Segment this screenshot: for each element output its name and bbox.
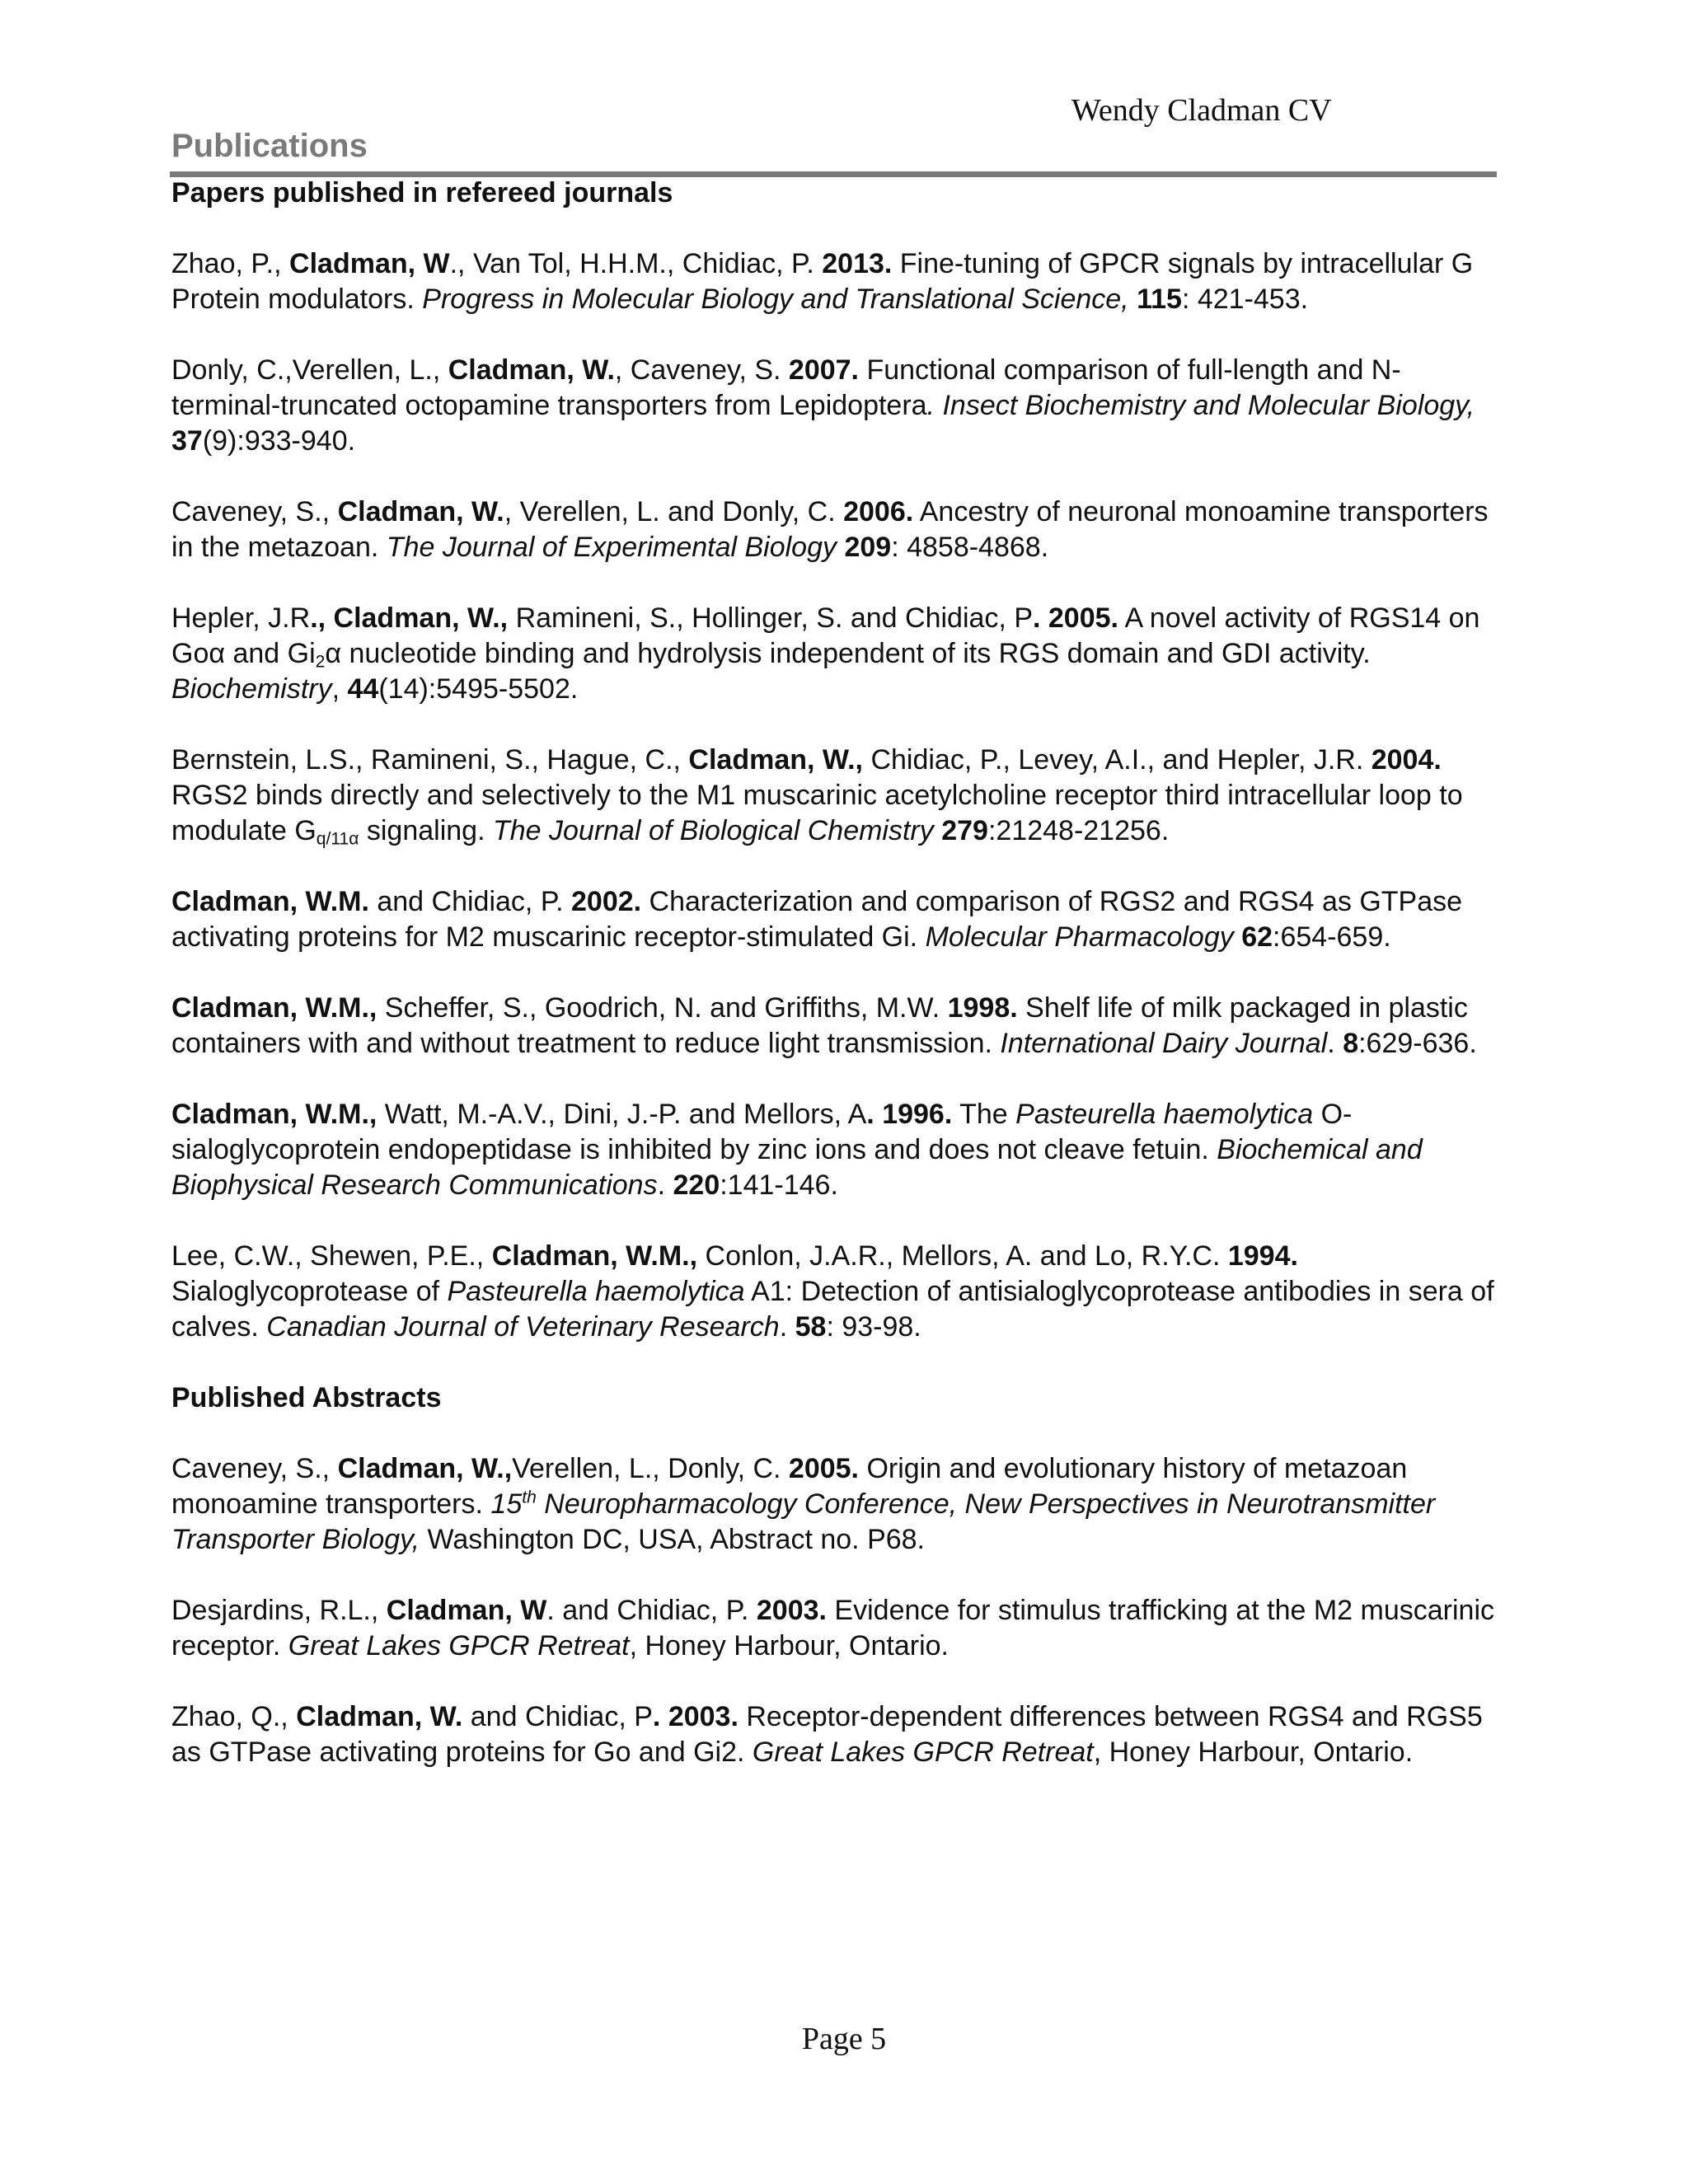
citation-text: Evidence for stimulus trafficking at the M2 muscarinic receptor. <box>171 1595 1495 1661</box>
citation-text: Cladman, W. <box>448 354 615 386</box>
citation-text: Caveney, S., <box>171 496 338 527</box>
citation-text: . 1996. <box>866 1099 953 1130</box>
citation-text: 15 <box>490 1488 523 1520</box>
cv-header-name: Wendy Cladman CV <box>1071 93 1332 128</box>
citation-text: α nucleotide binding and hydrolysis independent of its RGS domain and GDI activity. <box>325 638 1371 669</box>
citation-text: 2006. <box>843 496 914 527</box>
citation-text: Biochemistry <box>171 673 332 705</box>
citation-text: Great Lakes GPCR Retreat <box>752 1736 1094 1768</box>
citation-entry <box>171 991 1498 1062</box>
citation-text: 220 <box>673 1169 720 1201</box>
citation-text: 2004. <box>1371 744 1442 776</box>
citation-text: Washington DC, USA, Abstract no. P68. <box>420 1524 926 1555</box>
citation-entry <box>171 494 1498 565</box>
citation-text: Donly, C.,Verellen, L., <box>171 354 448 386</box>
citation-text: Cladman, W.M., <box>171 992 377 1024</box>
citation-text: A1: Detection of antisialoglycoprotease antibodies in sera of calves. <box>171 1276 1494 1343</box>
citation-text: 209 <box>844 532 892 563</box>
citation-text: Cladman, W <box>289 248 450 279</box>
citation-text: ., Van Tol, H.H.M., Chidiac, P. <box>449 248 823 279</box>
citation-text: q/11α <box>316 829 359 849</box>
citation-text: , Honey Harbour, Ontario. <box>1093 1736 1414 1768</box>
citation-text: . <box>657 1169 673 1201</box>
citation-text: 8 <box>1343 1028 1359 1059</box>
citation-text: Verellen, L., Donly, C. <box>512 1453 789 1484</box>
citation-text: :141-146. <box>720 1169 838 1201</box>
citation-text: Sialoglycoprotease of <box>171 1276 448 1307</box>
citation-text: . and Chidiac, P. <box>546 1595 757 1626</box>
citation-text: Characterization and comparison of RGS2 and RGS4 as GTPase activating proteins for M2 muscarinic receptor-stimulated Gi. <box>171 886 1463 953</box>
citation-text: : 93-98. <box>826 1311 921 1343</box>
citation-entry <box>171 743 1498 849</box>
citation-text: th <box>522 1488 537 1507</box>
citation-text: Lee, C.W., Shewen, P.E., <box>171 1240 492 1272</box>
citation-text: (14):5495-5502. <box>378 673 579 705</box>
citation-text: 279 <box>941 815 988 846</box>
citation-text: 2003. <box>756 1595 827 1626</box>
citation-text: RGS2 binds directly and selectively to the M1 muscarinic acetylcholine receptor third intracellular loop to modulate G <box>171 780 1463 846</box>
citation-entry <box>171 1239 1498 1345</box>
citation-text: Ramineni, S., Hollinger, S. and Chidiac, P <box>508 602 1033 634</box>
citation-text: , Verellen, L. and Donly, C. <box>504 496 844 527</box>
citation-text: Pasteurella haemolytica <box>1015 1099 1314 1130</box>
refereed-list <box>171 246 1498 1345</box>
citation-text: . <box>779 1311 795 1343</box>
citation-text: 2 <box>315 652 326 672</box>
citation-entry <box>171 1451 1498 1558</box>
citation-text: Cladman, W.M. <box>171 886 369 917</box>
citation-text: Hepler, J.R <box>171 602 311 634</box>
citation-text: Watt, M.-A.V., Dini, J.-P. and Mellors, A <box>377 1099 867 1130</box>
citation-text: and Chidiac, P <box>462 1701 653 1732</box>
citation-text: Cladman, W.M., <box>171 1099 377 1130</box>
citation-text: The Journal of Biological Chemistry <box>492 815 934 846</box>
citation-text: Scheffer, S., Goodrich, N. and Griffiths, M.W. <box>377 992 948 1024</box>
citation-text <box>1234 921 1241 953</box>
citation-entry <box>171 884 1498 955</box>
citation-text: Fine-tuning of GPCR signals by intracellular G Protein modulators. <box>171 248 1474 315</box>
publications-content <box>171 176 1498 1770</box>
citation-text: Zhao, Q., <box>171 1701 297 1732</box>
citation-text: 62 <box>1241 921 1273 953</box>
citation-text: Progress in Molecular Biology and Translational Science, <box>422 284 1129 315</box>
citation-text: The <box>952 1099 1016 1130</box>
citation-text: 37 <box>171 425 203 457</box>
citation-text: A novel activity of RGS14 on Goα and Gi <box>171 602 1480 669</box>
citation-text: O-sialoglycoprotein endopeptidase is inhibited by zinc ions and does not cleave fetuin. <box>171 1099 1353 1165</box>
citation-text: Biochemical and Biophysical Research Communications <box>171 1134 1423 1201</box>
citation-text: Great Lakes GPCR Retreat <box>288 1630 630 1661</box>
citation-text: 2013. <box>822 248 893 279</box>
citation-text: Pasteurella haemolytica <box>447 1276 745 1307</box>
subhead-refereed: Papers published in refereed journals <box>171 177 673 209</box>
section-title: Publications <box>171 128 368 164</box>
citation-text: . 2005. <box>1033 602 1118 634</box>
citation-entry <box>171 1699 1498 1770</box>
citation-text: Cladman, W., <box>337 1453 513 1484</box>
citation-text: Ancestry of neuronal monoamine transporters in the metazoan. <box>171 496 1489 563</box>
citation-text: Bernstein, L.S., Ramineni, S., Hague, C., <box>171 744 689 776</box>
citation-entry <box>171 1593 1498 1664</box>
citation-text: Origin and evolutionary history of metazoan monoamine transporters. <box>171 1453 1408 1520</box>
citation-text: . 2003. <box>652 1701 738 1732</box>
citation-text: Neuropharmacology Conference, New Perspectives in Neurotransmitter Transporter Biology, <box>171 1488 1436 1555</box>
citation-entry <box>171 353 1498 459</box>
citation-text: , Honey Harbour, Ontario. <box>629 1630 949 1661</box>
citation-text: 44 <box>347 673 379 705</box>
spacer <box>171 211 1498 246</box>
citation-text: ., Cladman, W., <box>310 602 509 634</box>
citation-text: Canadian Journal of Veterinary Research <box>266 1311 780 1343</box>
citation-text: :629-636. <box>1358 1028 1477 1059</box>
citation-text: 115 <box>1137 284 1182 315</box>
citation-text: Conlon, J.A.R., Mellors, A. and Lo, R.Y.C. <box>697 1240 1228 1272</box>
citation-text: 2005. <box>788 1453 860 1484</box>
citation-text: , <box>331 673 348 705</box>
citation-text: . Insect Biochemistry and Molecular Biology, <box>926 390 1475 421</box>
abstracts-list <box>171 1451 1498 1770</box>
citation-text: 1994. <box>1227 1240 1298 1272</box>
citation-text: Cladman, W <box>386 1595 547 1626</box>
citation-text: Desjardins, R.L., <box>171 1595 387 1626</box>
citation-text: , Caveney, S. <box>614 354 789 386</box>
citation-text: 58 <box>795 1311 827 1343</box>
citation-text: Cladman, W.M., <box>491 1240 698 1272</box>
citation-text: Cladman, W. <box>296 1701 463 1732</box>
subhead-abstracts: Published Abstracts <box>171 1382 442 1413</box>
citation-text: and Chidiac, P. <box>368 886 572 917</box>
citation-text: . <box>1327 1028 1343 1059</box>
citation-text: signaling. <box>359 815 493 846</box>
citation-text: : 421-453. <box>1181 284 1309 315</box>
citation-text: Receptor-dependent differences between RGS4 and RGS5 as GTPase activating proteins for Go and Gi2. <box>171 1701 1483 1768</box>
citation-entry <box>171 1097 1498 1203</box>
citation-text: :21248-21256. <box>987 815 1170 846</box>
citation-text: Functional comparison of full-length and N-terminal-truncated octopamine transporters from Lepidoptera <box>171 354 1401 421</box>
citation-entry <box>171 601 1498 707</box>
citation-text: Shelf life of milk packaged in plastic containers with and without treatment to reduce light transmission. <box>171 992 1468 1059</box>
citation-text: International Dairy Journal <box>1000 1028 1328 1059</box>
citation-text: : 4858-4868. <box>891 532 1049 563</box>
citation-text: :654-659. <box>1273 921 1391 953</box>
citation-text: Cladman, W. <box>337 496 504 527</box>
citation-text: 2007. <box>788 354 860 386</box>
citation-text: Caveney, S., <box>171 1453 338 1484</box>
citation-text: Zhao, P., <box>171 248 290 279</box>
citation-text <box>934 815 941 846</box>
citation-text: 1998. <box>947 992 1018 1024</box>
citation-text: Chidiac, P., Levey, A.I., and Hepler, J.R. <box>863 744 1372 776</box>
citation-text: The Journal of Experimental Biology <box>386 532 837 563</box>
citation-text: 2002. <box>571 886 642 917</box>
citation-text: Molecular Pharmacology <box>925 921 1234 953</box>
citation-text <box>1129 284 1137 315</box>
citation-text: (9):933-940. <box>202 425 356 457</box>
citation-text: Cladman, W., <box>688 744 863 776</box>
spacer <box>171 1416 1498 1451</box>
citation-entry <box>171 246 1498 317</box>
page-number: Page 5 <box>801 2022 887 2056</box>
